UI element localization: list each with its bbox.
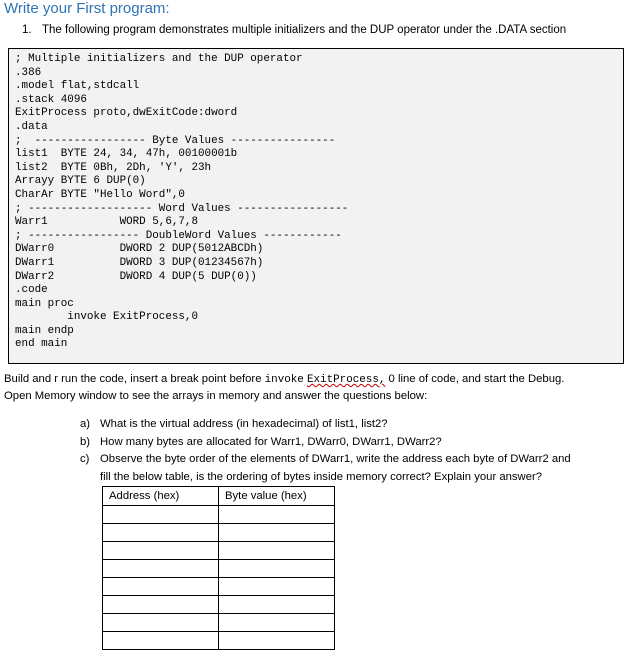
address-cell[interactable] [103, 596, 219, 614]
table-row [103, 596, 335, 614]
code-block [8, 48, 624, 364]
question-a: a) What is the virtual address (in hexadecimal) of list1, list2? [80, 418, 388, 430]
byte-value-cell[interactable] [219, 506, 335, 524]
table-row [103, 632, 335, 650]
intro-text: The following program demonstrates multiple initializers and the DUP operator under the .DATA section [42, 24, 567, 36]
table-row [103, 524, 335, 542]
table-row [103, 542, 335, 560]
page-title: Write your First program: [4, 0, 170, 17]
address-cell[interactable] [103, 542, 219, 560]
table-body [103, 506, 335, 650]
table-row [103, 614, 335, 632]
question-c-continued: fill the below table, is the ordering of bytes inside memory correct? Explain your answer? [100, 471, 543, 483]
question-b: b) How many bytes are allocated for Warr1, DWarr0, DWarr1, DWarr2? [80, 436, 442, 448]
address-cell[interactable] [103, 578, 219, 596]
byte-value-cell[interactable] [219, 596, 335, 614]
exitprocess-spellcheck: ExitProcess, [306, 374, 386, 386]
question-c: c) Observe the byte order of the elements of DWarr1, write the address each byte of DWarr2 and [80, 453, 571, 465]
byte-value-cell[interactable] [219, 542, 335, 560]
address-cell[interactable] [103, 632, 219, 650]
table-row [103, 560, 335, 578]
item-number: 1. [22, 24, 32, 36]
byte-value-cell[interactable] [219, 632, 335, 650]
instructions-text-2: 0 line of code, and start the Debug. [385, 373, 565, 385]
invoke-keyword: invoke [264, 374, 304, 386]
instructions-text: Build and r run the code, insert a break point before [4, 373, 265, 385]
table-header-row [103, 487, 335, 506]
byte-value-cell[interactable] [219, 560, 335, 578]
address-cell[interactable] [103, 506, 219, 524]
byte-value-column-header: Byte value (hex) [219, 487, 335, 506]
byte-value-cell[interactable] [219, 614, 335, 632]
instructions-line-1 [4, 372, 564, 387]
table-row [103, 506, 335, 524]
code-listing: ; Multiple initializers and the DUP operator .386 .model flat,stdcall .stack 4096 ExitProcess proto,dwExitCode:dword .data ; ----------------- Byte Values ---------------- list1 BYTE 24, 34, 47h, 00100001b list2 BYTE 0Bh, 2Dh, 'Y', 23h Arrayy BYTE 6 DUP(0) CharAr BYTE "Hello Word",0 ; ------------------- Word Values ----------------- Warr1 WORD 5,6,7,8 ; ----------------- DoubleWord Values ------------ DWarr0 DWORD 2 DUP(5012ABCDh) DWarr1 DWORD 3 DUP(01234567h) DWarr2 DWORD 4 DUP(5 DUP(0)) .code main proc invoke ExitProcess,0 main endp end main [15, 53, 349, 351]
byte-value-cell[interactable] [219, 578, 335, 596]
intro-item [22, 23, 566, 37]
byte-value-cell[interactable] [219, 524, 335, 542]
address-column-header: Address (hex) [103, 487, 219, 506]
address-cell[interactable] [103, 560, 219, 578]
answer-table [102, 486, 335, 650]
table-row [103, 578, 335, 596]
instructions-line-2: Open Memory window to see the arrays in memory and answer the questions below: [4, 390, 428, 402]
address-cell[interactable] [103, 614, 219, 632]
address-cell[interactable] [103, 524, 219, 542]
